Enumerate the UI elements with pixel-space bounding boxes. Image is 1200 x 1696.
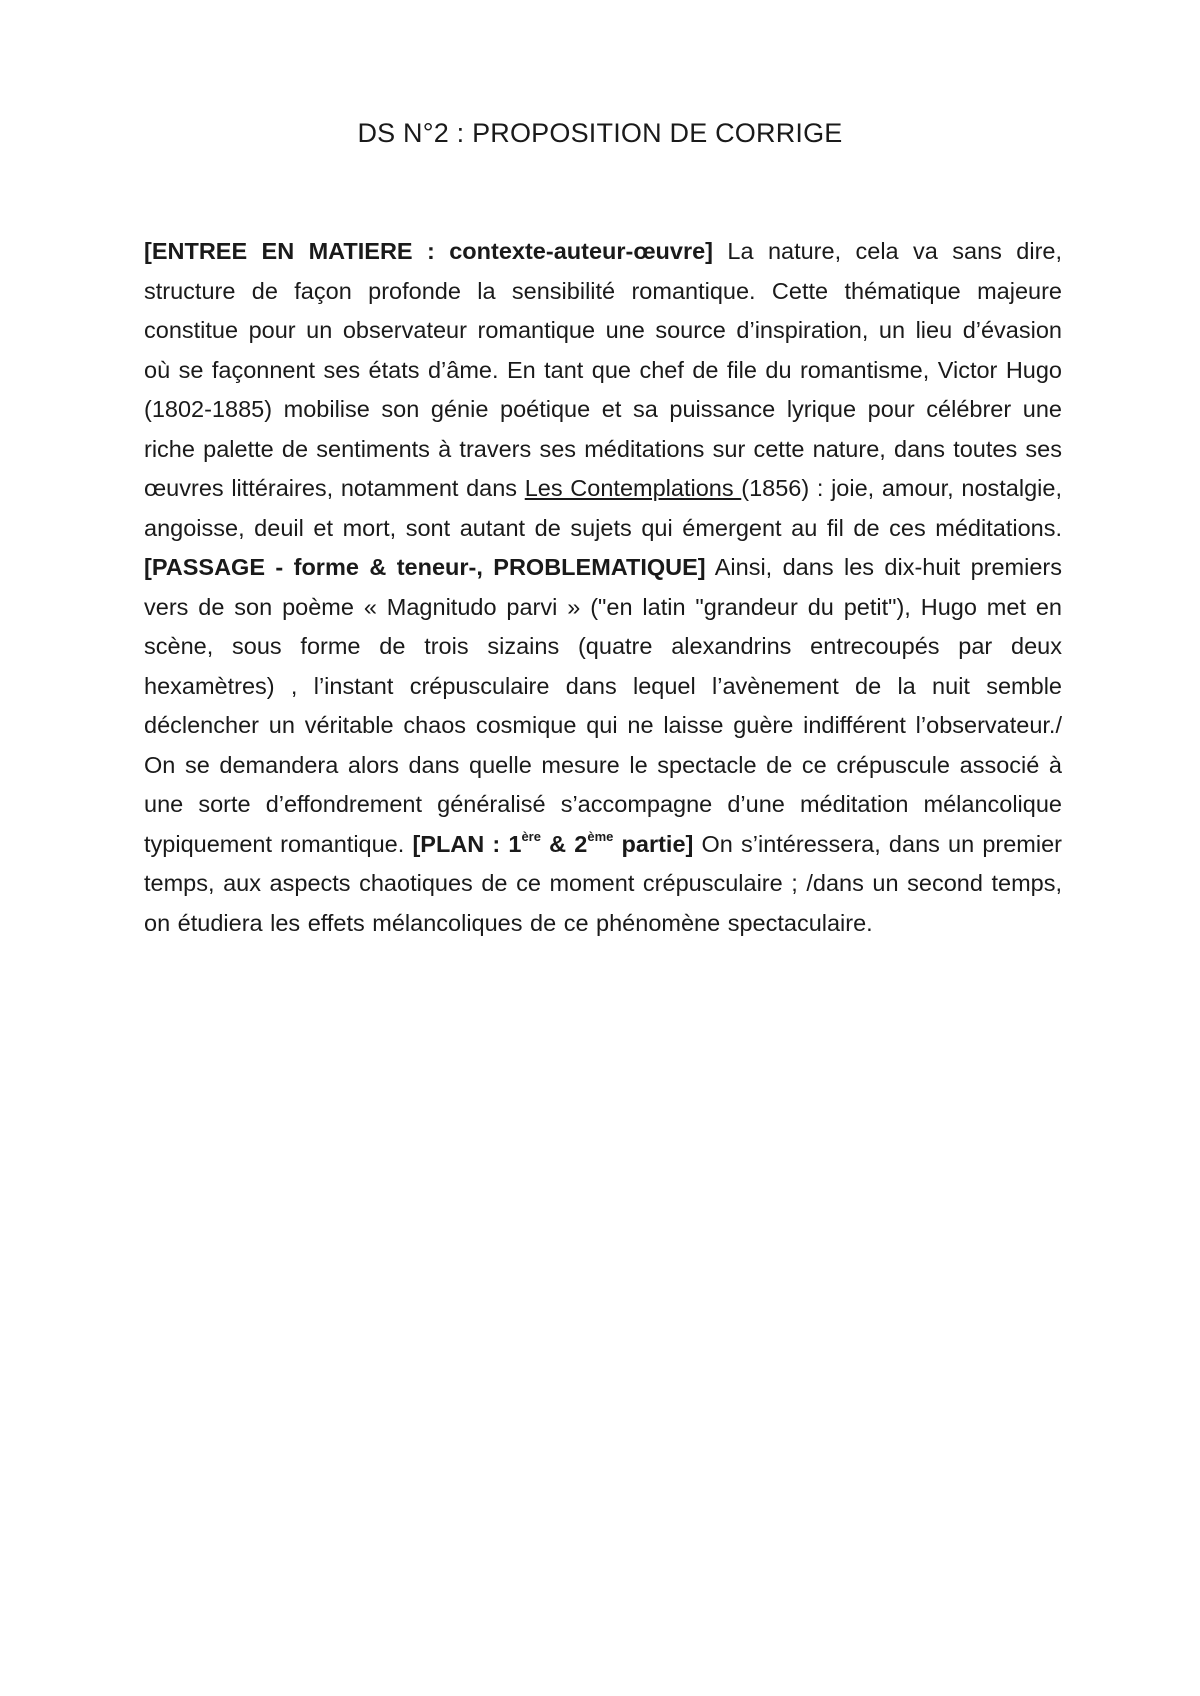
plan-label-superscript-1: ère (521, 828, 541, 844)
paragraph-text-1: La nature, cela va sans dire, structure de façon profonde la sensibilité romantique. Cette thématique majeure constitue pour un observateur romantique une source d’inspiration, un lieu d’évasion où se façonnent ses états d’âme. En tant que chef de file du romantisme, Victor Hugo (1802-1885) mobilise son génie poétique et sa puissance lyrique pour célébrer une riche palette de sentiments à travers ses méditations sur cette nature, dans toutes ses œuvres littéraires, notamment dans (144, 238, 1062, 501)
plan-label-part-b: & 2 (540, 830, 588, 857)
plan-label-part-c: partie] (613, 830, 694, 857)
plan-label-superscript-2: ème (587, 828, 614, 844)
section-label-passage: [PASSAGE - forme & teneur-, PROBLEMATIQUE] (144, 554, 706, 580)
document-title: DS N°2 : PROPOSITION DE CORRIGE (357, 118, 843, 148)
paragraph-text-4: On s’intéressera, dans un premier temps, aux aspects chaotiques de ce moment crépusculaire ; /dans un second temps, on étudiera les effets mélancoliques de ce phénomène spectaculaire. (144, 830, 1062, 936)
paragraph-text-2: (1856) : joie, amour, nostalgie, angoisse, deuil et mort, sont autant de sujets qui émergent au fil de ces méditations. (144, 475, 1062, 541)
section-label-intro: [ENTREE EN MATIERE : contexte-auteur-œuvre] (144, 238, 713, 264)
work-title: Les Contemplations (524, 475, 742, 501)
plan-label-part-a: [PLAN : 1 (412, 830, 522, 857)
paragraph-text-3: Ainsi, dans les dix-huit premiers vers de son poème « Magnitudo parvi » ("en latin "grandeur du petit"), Hugo met en scène, sous forme de trois sizains (quatre alexandrins entrecoupés par deux hexamètres) , l’instant crépusculaire dans lequel l’avènement de la nuit semble déclencher un véritable chaos cosmique qui ne laisse guère indifférent l’observateur./ On se demandera alors dans quelle mesure le spectacle de ce crépuscule associé à une sorte d’effondrement généralisé s’accompagne d’une méditation mélancolique typiquement romantique. (144, 554, 1062, 857)
section-label-plan (412, 828, 694, 857)
body-paragraph (144, 232, 1062, 943)
